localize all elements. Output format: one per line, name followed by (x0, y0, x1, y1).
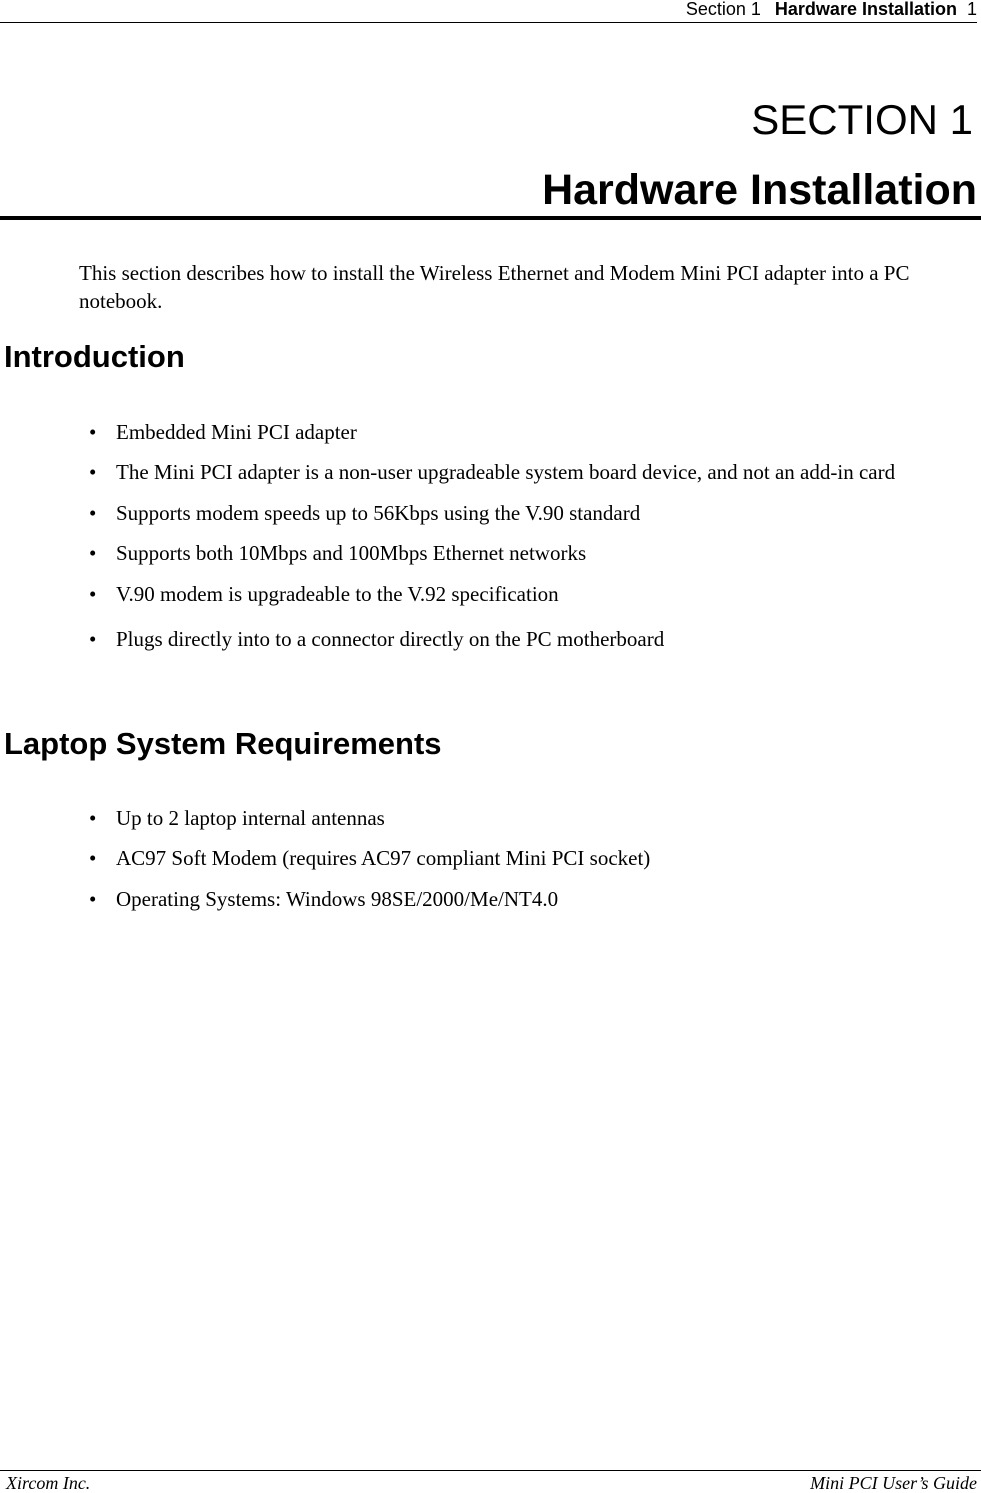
requirements-heading: Laptop System Requirements (4, 726, 442, 761)
list-item (79, 805, 650, 845)
bullet-icon: • (89, 460, 97, 484)
footer-rule (0, 1470, 981, 1471)
title-rule (0, 216, 981, 220)
list-item (79, 886, 650, 916)
list-item-text: V.90 modem is upgradeable to the V.92 specification (116, 582, 559, 606)
introduction-heading: Introduction (4, 339, 185, 374)
bullet-icon: • (89, 846, 97, 870)
list-item-text: Plugs directly into to a connector directly on the PC motherboard (116, 627, 665, 651)
list-item (79, 500, 895, 540)
header-section-label: Section 1 (685, 0, 761, 19)
header-page-number: 1 (966, 0, 977, 19)
list-item-text: Supports modem speeds up to 56Kbps using the V.90 standard (116, 501, 641, 525)
section-title: Hardware Installation (542, 166, 977, 214)
footer-guide-title: Mini PCI User’s Guide (810, 1473, 977, 1493)
bullet-icon: • (89, 420, 97, 444)
list-item-text: Embedded Mini PCI adapter (116, 420, 357, 444)
bullet-icon: • (89, 627, 97, 651)
list-item-text: Supports both 10Mbps and 100Mbps Ethernet networks (116, 541, 587, 565)
intro-paragraph: This section describes how to install the Wireless Ethernet and Modem Mini PCI adapter into a PC notebook. (79, 261, 910, 313)
list-item (79, 581, 895, 626)
bullet-icon: • (89, 887, 97, 911)
bullet-icon: • (89, 806, 97, 830)
introduction-bullet-list (79, 419, 895, 656)
bullet-icon: • (89, 541, 97, 565)
list-item (79, 459, 895, 500)
running-header (0, 0, 977, 23)
list-item-text: Operating Systems: Windows 98SE/2000/Me/NT4.0 (116, 887, 559, 911)
bullet-icon: • (89, 582, 97, 606)
list-item-text: The Mini PCI adapter is a non-user upgradeable system board device, and not an add-in card (116, 460, 896, 484)
bullet-icon: • (89, 501, 97, 525)
list-item-text: AC97 Soft Modem (requires AC97 compliant Mini PCI socket) (116, 846, 651, 870)
list-item (79, 626, 895, 656)
list-item (79, 419, 895, 459)
requirements-bullet-list (79, 805, 650, 916)
header-section-title: Hardware Installation (774, 0, 957, 19)
list-item-text: Up to 2 laptop internal antennas (116, 806, 385, 830)
list-item (79, 540, 895, 581)
section-label: SECTION 1 (751, 96, 973, 143)
footer-company: Xircom Inc. (6, 1473, 91, 1493)
list-item (79, 845, 650, 886)
